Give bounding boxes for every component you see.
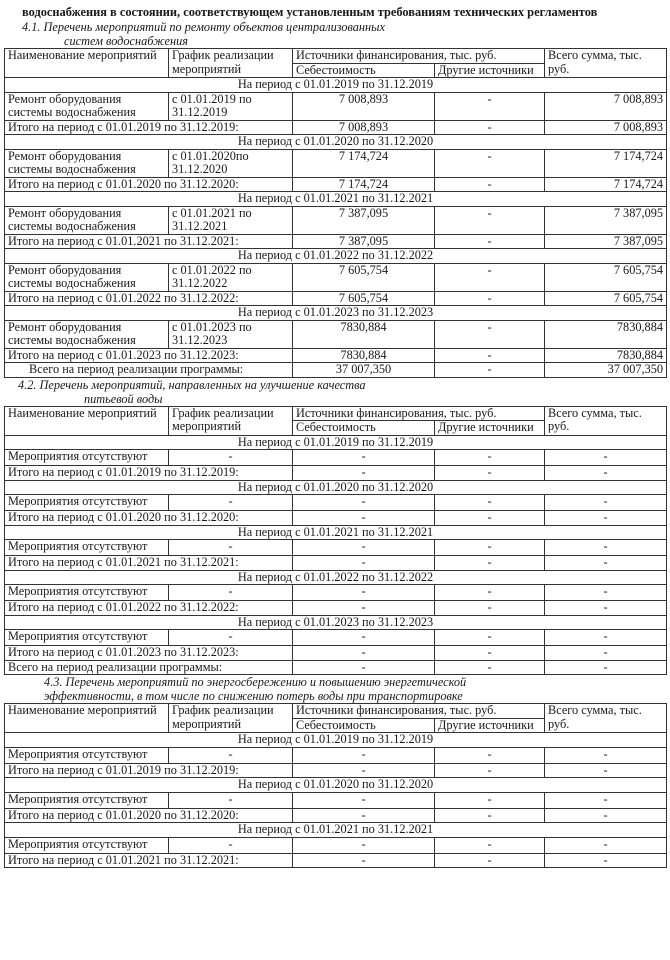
section-title-line2: систем водоснабжения [64, 34, 188, 48]
grand-total-total: 37 007,350 [545, 363, 667, 378]
item-name: Ремонт оборудования системы водоснабжения [5, 206, 169, 234]
document-page [4, 0, 666, 868]
subtotal-label: Итого на период с 01.01.2020 по 31.12.2020: [5, 177, 293, 192]
grand-total-label: Всего на период реализации программы: [5, 363, 293, 378]
item-schedule: - [169, 792, 293, 808]
period-label: На период с 01.01.2021 по 31.12.2021 [5, 192, 667, 207]
item-schedule: - [169, 495, 293, 511]
subtotal-cost: - [293, 466, 435, 481]
period-row [5, 733, 667, 748]
item-name: Ремонт оборудования системы водоснабжения [5, 92, 169, 120]
period-label: На период с 01.01.2021 по 31.12.2021 [5, 525, 667, 540]
item-schedule: с 01.01.2022 по 31.12.2022 [169, 263, 293, 291]
item-row [5, 495, 667, 511]
item-cost: 7830,884 [293, 320, 435, 348]
period-row [5, 192, 667, 207]
section-title-line1: 4.2. Перечень мероприятий, направленных на улучшение качества [18, 377, 366, 392]
item-other: - [435, 149, 545, 177]
header-funding-cell: Источники финансирования, тыс. руб. [293, 49, 545, 64]
item-total: - [545, 837, 667, 853]
period-label: На период с 01.01.2022 по 31.12.2022 [5, 249, 667, 264]
grand-total-cost: - [293, 660, 435, 675]
header-schedule-cell: График реализации мероприятий [169, 704, 293, 733]
header-other-cell: Другие источники [435, 421, 545, 436]
section-title-line1: 4.3. Перечень мероприятий по энергосбережению и повышению энергетической [44, 675, 467, 689]
item-other: - [435, 206, 545, 234]
subtotal-total: 7830,884 [545, 348, 667, 363]
item-cost: - [293, 450, 435, 466]
header-name-cell: Наименование мероприятий [5, 49, 169, 78]
item-row [5, 92, 667, 120]
subtotal-total: 7 008,893 [545, 120, 667, 135]
item-total: - [545, 450, 667, 466]
item-row [5, 630, 667, 646]
item-name: Мероприятия отсутствуют [5, 792, 169, 808]
item-row [5, 837, 667, 853]
item-name: Мероприятия отсутствуют [5, 540, 169, 556]
header-cost-cell: Себестоимость [293, 421, 435, 436]
subtotal-label: Итого на период с 01.01.2019 по 31.12.2019: [5, 763, 293, 778]
item-schedule: - [169, 837, 293, 853]
subtotal-row [5, 120, 667, 135]
subtotal-label: Итого на период с 01.01.2022 по 31.12.2022: [5, 291, 293, 306]
header-name-cell: Наименование мероприятий [5, 704, 169, 733]
item-row [5, 206, 667, 234]
subtotal-cost: 7830,884 [293, 348, 435, 363]
item-other: - [435, 92, 545, 120]
item-schedule: - [169, 585, 293, 601]
subtotal-other: - [435, 646, 545, 661]
item-cost: - [293, 495, 435, 511]
subtotal-cost: - [293, 646, 435, 661]
subtotal-label: Итого на период с 01.01.2020 по 31.12.2020: [5, 808, 293, 823]
item-name: Мероприятия отсутствуют [5, 585, 169, 601]
item-other: - [435, 630, 545, 646]
table-header-row [5, 49, 667, 64]
subtotal-label: Итого на период с 01.01.2021 по 31.12.2021: [5, 234, 293, 249]
subtotal-other: - [435, 556, 545, 571]
subtotal-label: Итого на период с 01.01.2023 по 31.12.2023: [5, 646, 293, 661]
subtotal-row [5, 763, 667, 778]
period-row [5, 135, 667, 150]
item-name: Ремонт оборудования системы водоснабжения [5, 320, 169, 348]
subtotal-total: - [545, 808, 667, 823]
subtotal-total: - [545, 763, 667, 778]
item-other: - [435, 747, 545, 763]
header-other-cell: Другие источники [435, 718, 545, 733]
item-other: - [435, 837, 545, 853]
budget-table [4, 406, 667, 676]
subtotal-other: - [435, 120, 545, 135]
subtotal-row [5, 348, 667, 363]
subtotal-label: Итого на период с 01.01.2021 по 31.12.2021: [5, 853, 293, 868]
period-row [5, 480, 667, 495]
subtotal-cost: - [293, 511, 435, 526]
subtotal-label: Итого на период с 01.01.2019 по 31.12.2019: [5, 466, 293, 481]
header-total-cell: Всего сумма, тыс. руб. [545, 49, 667, 78]
item-total: - [545, 630, 667, 646]
item-total: 7 605,754 [545, 263, 667, 291]
item-total: - [545, 792, 667, 808]
period-row [5, 615, 667, 630]
header-cost-cell: Себестоимость [293, 63, 435, 78]
subtotal-total: - [545, 601, 667, 616]
item-total: - [545, 495, 667, 511]
period-row [5, 435, 667, 450]
item-schedule: - [169, 450, 293, 466]
header-funding-cell: Источники финансирования, тыс. руб. [293, 704, 545, 719]
item-name: Мероприятия отсутствуют [5, 450, 169, 466]
subtotal-total: 7 174,724 [545, 177, 667, 192]
subtotal-row [5, 556, 667, 571]
subtotal-total: - [545, 646, 667, 661]
item-total: 7 387,095 [545, 206, 667, 234]
subtotal-label: Итого на период с 01.01.2021 по 31.12.2021: [5, 556, 293, 571]
item-other: - [435, 585, 545, 601]
period-row [5, 306, 667, 321]
grand-total-row [5, 660, 667, 675]
item-cost: - [293, 747, 435, 763]
section-title [4, 675, 666, 703]
header-funding-cell: Источники финансирования, тыс. руб. [293, 406, 545, 421]
subtotal-total: 7 605,754 [545, 291, 667, 306]
subtotal-cost: - [293, 763, 435, 778]
item-row [5, 585, 667, 601]
item-total: - [545, 540, 667, 556]
item-name: Ремонт оборудования системы водоснабжения [5, 149, 169, 177]
item-cost: 7 387,095 [293, 206, 435, 234]
subtotal-total: - [545, 853, 667, 868]
item-name: Мероприятия отсутствуют [5, 495, 169, 511]
period-label: На период с 01.01.2019 по 31.12.2019 [5, 733, 667, 748]
subtotal-cost: - [293, 556, 435, 571]
subtotal-other: - [435, 601, 545, 616]
subtotal-other: - [435, 853, 545, 868]
subtotal-cost: 7 174,724 [293, 177, 435, 192]
item-other: - [435, 320, 545, 348]
subtotal-total: - [545, 511, 667, 526]
subtotal-other: - [435, 808, 545, 823]
period-label: На период с 01.01.2023 по 31.12.2023 [5, 615, 667, 630]
period-label: На период с 01.01.2021 по 31.12.2021 [5, 823, 667, 838]
item-other: - [435, 263, 545, 291]
item-schedule: - [169, 630, 293, 646]
period-row [5, 778, 667, 793]
period-label: На период с 01.01.2020 по 31.12.2020 [5, 778, 667, 793]
subtotal-cost: 7 008,893 [293, 120, 435, 135]
header-other-cell: Другие источники [435, 63, 545, 78]
subtotal-label: Итого на период с 01.01.2023 по 31.12.2023: [5, 348, 293, 363]
item-schedule: - [169, 540, 293, 556]
item-row [5, 320, 667, 348]
item-cost: - [293, 630, 435, 646]
subtotal-cost: - [293, 601, 435, 616]
item-cost: - [293, 837, 435, 853]
subtotal-row [5, 808, 667, 823]
header-cost-cell: Себестоимость [293, 718, 435, 733]
subtotal-label: Итого на период с 01.01.2022 по 31.12.2022: [5, 601, 293, 616]
period-label: На период с 01.01.2019 по 31.12.2019 [5, 78, 667, 93]
item-other: - [435, 540, 545, 556]
item-schedule: с 01.01.2020по 31.12.2020 [169, 149, 293, 177]
item-schedule: с 01.01.2023 по 31.12.2023 [169, 320, 293, 348]
section-title-line1: 4.1. Перечень мероприятий по ремонту объектов централизованных [22, 20, 385, 34]
item-cost: - [293, 585, 435, 601]
item-row [5, 747, 667, 763]
period-row [5, 525, 667, 540]
period-label: На период с 01.01.2019 по 31.12.2019 [5, 435, 667, 450]
grand-total-other: - [435, 660, 545, 675]
page-heading: водоснабжения в состоянии, соответствующем установленным требованиям технических регламентов [22, 5, 598, 19]
period-label: На период с 01.01.2020 по 31.12.2020 [5, 135, 667, 150]
item-cost: 7 174,724 [293, 149, 435, 177]
subtotal-other: - [435, 348, 545, 363]
item-name: Мероприятия отсутствуют [5, 747, 169, 763]
item-cost: 7 008,893 [293, 92, 435, 120]
header-total-cell: Всего сумма, тыс. руб. [545, 704, 667, 733]
subtotal-row [5, 646, 667, 661]
budget-table [4, 48, 667, 378]
section-title-line2: питьевой воды [84, 391, 163, 406]
period-row [5, 823, 667, 838]
period-row [5, 570, 667, 585]
grand-total-label: Всего на период реализации программы: [5, 660, 293, 675]
subtotal-label: Итого на период с 01.01.2020 по 31.12.2020: [5, 511, 293, 526]
item-name: Мероприятия отсутствуют [5, 630, 169, 646]
item-cost: - [293, 792, 435, 808]
item-row [5, 450, 667, 466]
subtotal-other: - [435, 763, 545, 778]
table-header-row [5, 704, 667, 719]
subtotal-other: - [435, 291, 545, 306]
subtotal-cost: - [293, 853, 435, 868]
item-total: - [545, 747, 667, 763]
sections-container [4, 20, 666, 868]
section-title-line2: эффективности, в том числе по снижению потерь воды при транспортировке [44, 689, 463, 703]
header-total-cell: Всего сумма, тыс. руб. [545, 406, 667, 435]
header-schedule-cell: График реализации мероприятий [169, 49, 293, 78]
subtotal-row [5, 466, 667, 481]
item-total: 7830,884 [545, 320, 667, 348]
grand-total-other: - [435, 363, 545, 378]
item-total: 7 008,893 [545, 92, 667, 120]
subtotal-row [5, 234, 667, 249]
period-label: На период с 01.01.2023 по 31.12.2023 [5, 306, 667, 321]
item-name: Мероприятия отсутствуют [5, 837, 169, 853]
period-row [5, 249, 667, 264]
subtotal-row [5, 601, 667, 616]
section-title [4, 378, 666, 406]
item-total: - [545, 585, 667, 601]
subtotal-row [5, 853, 667, 868]
item-cost: 7 605,754 [293, 263, 435, 291]
subtotal-other: - [435, 466, 545, 481]
header-schedule-cell: График реализации мероприятий [169, 406, 293, 435]
grand-total-row [5, 363, 667, 378]
subtotal-label: Итого на период с 01.01.2019 по 31.12.2019: [5, 120, 293, 135]
subtotal-row [5, 291, 667, 306]
item-schedule: с 01.01.2019 по 31.12.2019 [169, 92, 293, 120]
subtotal-other: - [435, 511, 545, 526]
item-total: 7 174,724 [545, 149, 667, 177]
item-other: - [435, 792, 545, 808]
grand-total-cost: 37 007,350 [293, 363, 435, 378]
period-row [5, 78, 667, 93]
grand-total-total: - [545, 660, 667, 675]
subtotal-row [5, 177, 667, 192]
section-title [4, 20, 666, 48]
subtotal-cost: - [293, 808, 435, 823]
subtotal-row [5, 511, 667, 526]
item-row [5, 263, 667, 291]
item-row [5, 540, 667, 556]
item-row [5, 149, 667, 177]
subtotal-total: 7 387,095 [545, 234, 667, 249]
item-schedule: - [169, 747, 293, 763]
subtotal-cost: 7 605,754 [293, 291, 435, 306]
item-schedule: с 01.01.2021 по 31.12.2021 [169, 206, 293, 234]
item-name: Ремонт оборудования системы водоснабжения [5, 263, 169, 291]
budget-table [4, 703, 667, 868]
item-cost: - [293, 540, 435, 556]
header-name-cell: Наименование мероприятий [5, 406, 169, 435]
period-label: На период с 01.01.2022 по 31.12.2022 [5, 570, 667, 585]
item-other: - [435, 495, 545, 511]
item-row [5, 792, 667, 808]
subtotal-other: - [435, 234, 545, 249]
subtotal-cost: 7 387,095 [293, 234, 435, 249]
subtotal-total: - [545, 466, 667, 481]
subtotal-other: - [435, 177, 545, 192]
table-header-row [5, 406, 667, 421]
period-label: На период с 01.01.2020 по 31.12.2020 [5, 480, 667, 495]
item-other: - [435, 450, 545, 466]
subtotal-total: - [545, 556, 667, 571]
